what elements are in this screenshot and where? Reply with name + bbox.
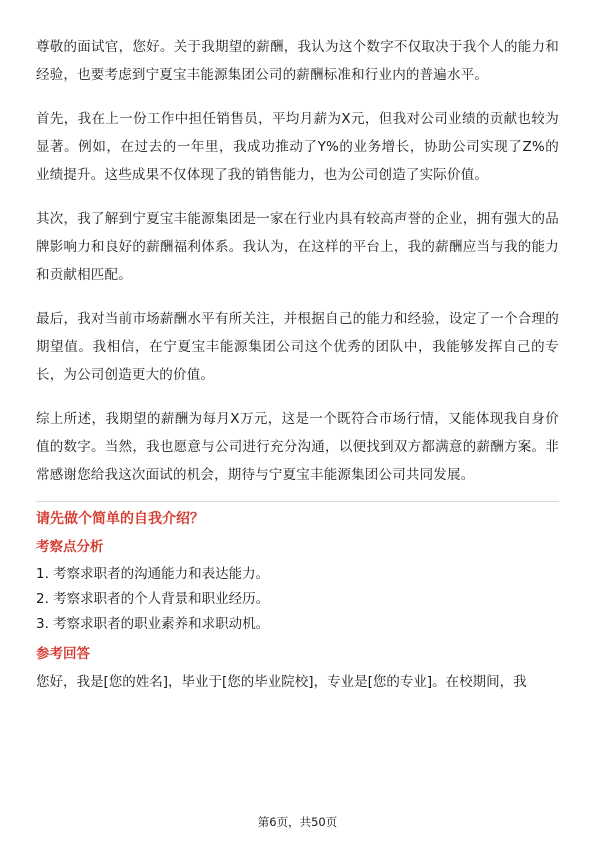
question-title: 请先做个简单的自我介绍？ bbox=[36, 511, 204, 527]
page-content bbox=[36, 33, 559, 695]
paragraph-5: 综上所述，我期望的薪酬为每月X万元，这是一个既符合市场行情，又能体现我自身价值的数字。当然，我也愿意与公司进行充分沟通，以便找到双方都满意的薪酬方案。非常感谢您给我这次面试的机会，期待与宁夏宝丰能源集团公司共同发展。 bbox=[36, 411, 559, 483]
reference-answer-text: 您好，我是[您的姓名]，毕业于[您的毕业院校]，专业是[您的专业]。在校期间，我 bbox=[36, 674, 527, 690]
analysis-item-1: 1. 考察求职者的沟通能力和表达能力。 bbox=[36, 566, 270, 582]
paragraph-4: 最后，我对当前市场薪酬水平有所关注，并根据自己的能力和经验，设定了一个合理的期望值。我相信，在宁夏宝丰能源集团公司这个优秀的团队中，我能够发挥自己的专长，为公司创造更大的价值。 bbox=[36, 311, 559, 383]
paragraph-3: 其次，我了解到宁夏宝丰能源集团是一家在行业内具有较高声誉的企业，拥有强大的品牌影响力和良好的薪酬福利体系。我认为，在这样的平台上，我的薪酬应当与我的能力和贡献相匹配。 bbox=[36, 211, 559, 283]
paragraph-2: 首先，我在上一份工作中担任销售员，平均月薪为X元，但我对公司业绩的贡献也较为显著。例如，在过去的一年里，我成功推动了Y%的业务增长，协助公司实现了Z%的业绩提升。这些成果不仅体现了我的销售能力，也为公司创造了实际价值。 bbox=[36, 111, 559, 183]
reference-heading: 参考回答 bbox=[36, 646, 90, 662]
analysis-heading: 考察点分析 bbox=[36, 539, 104, 555]
analysis-list bbox=[36, 562, 559, 637]
section-divider bbox=[36, 501, 559, 502]
page-number-footer: 第6页，共50页 bbox=[257, 815, 338, 829]
paragraph-1: 尊敬的面试官，您好。关于我期望的薪酬，我认为这个数字不仅取决于我个人的能力和经验，也要考虑到宁夏宝丰能源集团公司的薪酬标准和行业内的普遍水平。 bbox=[36, 39, 559, 83]
analysis-item-3: 3. 考察求职者的职业素养和求职动机。 bbox=[36, 616, 270, 632]
analysis-item-2: 2. 考察求职者的个人背景和职业经历。 bbox=[36, 591, 270, 607]
